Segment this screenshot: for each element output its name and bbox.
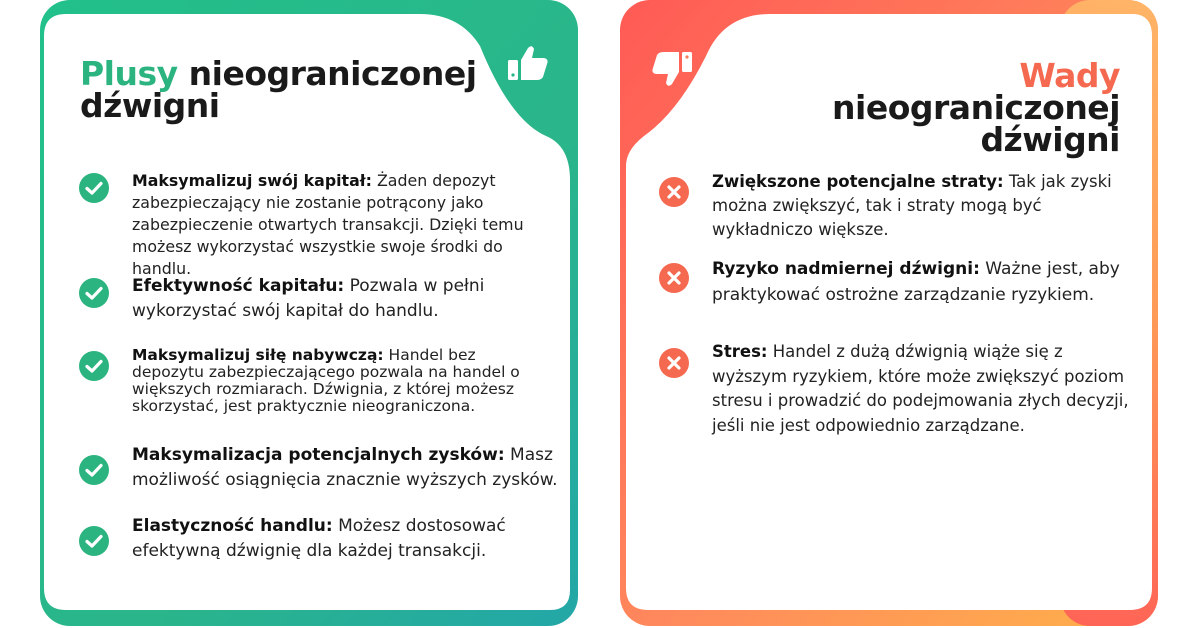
check-circle-icon — [78, 172, 110, 204]
pros-title-rest: nieograniczonej — [177, 54, 477, 93]
pros-item-text — [132, 347, 532, 415]
check-circle-icon — [78, 525, 110, 557]
cons-item-text — [712, 170, 1142, 242]
check-circle-icon — [78, 277, 110, 309]
thumbs-up-icon — [506, 44, 550, 84]
pros-item-body: Żaden depozyt zabezpieczający nie zostanie potrącony jako zabezpieczenie otwartych transakcji. Dzięki temu możesz wykorzystać wszystkie swoje środki do handlu. — [132, 171, 524, 278]
check-circle-icon — [78, 454, 110, 486]
pros-item-bold: Maksymalizuj siłę nabywczą: — [132, 346, 384, 364]
thumbs-down-icon — [650, 48, 694, 88]
pros-item-bold: Efektywność kapitału: — [132, 276, 345, 296]
cons-item-text — [712, 340, 1142, 438]
x-circle-icon — [658, 176, 690, 208]
cons-title — [750, 56, 1120, 159]
cons-title-rest: nieograniczonej — [832, 88, 1120, 127]
cons-item-body: Ważne jest, aby praktykować ostrożne zarządzanie ryzykiem. — [712, 259, 1120, 305]
pros-title-line2: dźwigni — [80, 86, 220, 125]
pros-item-text — [132, 170, 557, 280]
pros-title-accent: Plusy — [80, 54, 178, 93]
cons-item-text — [712, 256, 1132, 308]
cons-panel — [620, 0, 1160, 628]
pros-title — [80, 54, 480, 125]
check-circle-icon — [78, 350, 110, 382]
pros-item-text — [132, 514, 512, 564]
cons-item-body: Tak jak zyski można zwiększyć, tak i straty mogą być wykładniczo większe. — [712, 172, 1112, 239]
pros-item-body: Pozwala w pełni wykorzystać swój kapitał do handlu. — [132, 276, 485, 321]
pros-panel — [40, 0, 580, 628]
cons-item-body: Handel z dużą dźwignią wiąże się z wyższym ryzykiem, które może zwiększyć poziom stresu i prowadzić do podejmowania złych decyzji, jeśli nie jest odpowiednio zarządzane. — [712, 342, 1129, 435]
pros-item-body: Możesz dostosować efektywną dźwignię dla każdej transakcji. — [132, 516, 506, 561]
cons-item-bold: Ryzyko nadmiernej dźwigni: — [712, 259, 980, 279]
pros-item-body: Handel bez depozytu zabezpieczającego pozwala na handel o większych rozmiarach. Dźwignia, z której możesz skorzystać, jest praktycznie nieograniczona. — [132, 346, 520, 415]
pros-item-bold: Maksymalizuj swój kapitał: — [132, 171, 372, 190]
cons-title-accent: Wady — [1019, 56, 1120, 95]
cons-title-line2: dźwigni — [980, 120, 1120, 159]
pros-item-bold: Elastyczność handlu: — [132, 516, 333, 536]
x-circle-icon — [658, 262, 690, 294]
cons-item-bold: Zwiększone potencjalne straty: — [712, 172, 1004, 191]
cons-item-bold: Stres: — [712, 342, 768, 361]
pros-item-body: Masz możliwość osiągnięcia znacznie wyższych zysków. — [132, 445, 558, 490]
x-circle-icon — [658, 347, 690, 379]
pros-item-bold: Maksymalizacja potencjalnych zysków: — [132, 445, 505, 465]
pros-item-text — [132, 443, 562, 493]
pros-item-text — [132, 274, 492, 324]
